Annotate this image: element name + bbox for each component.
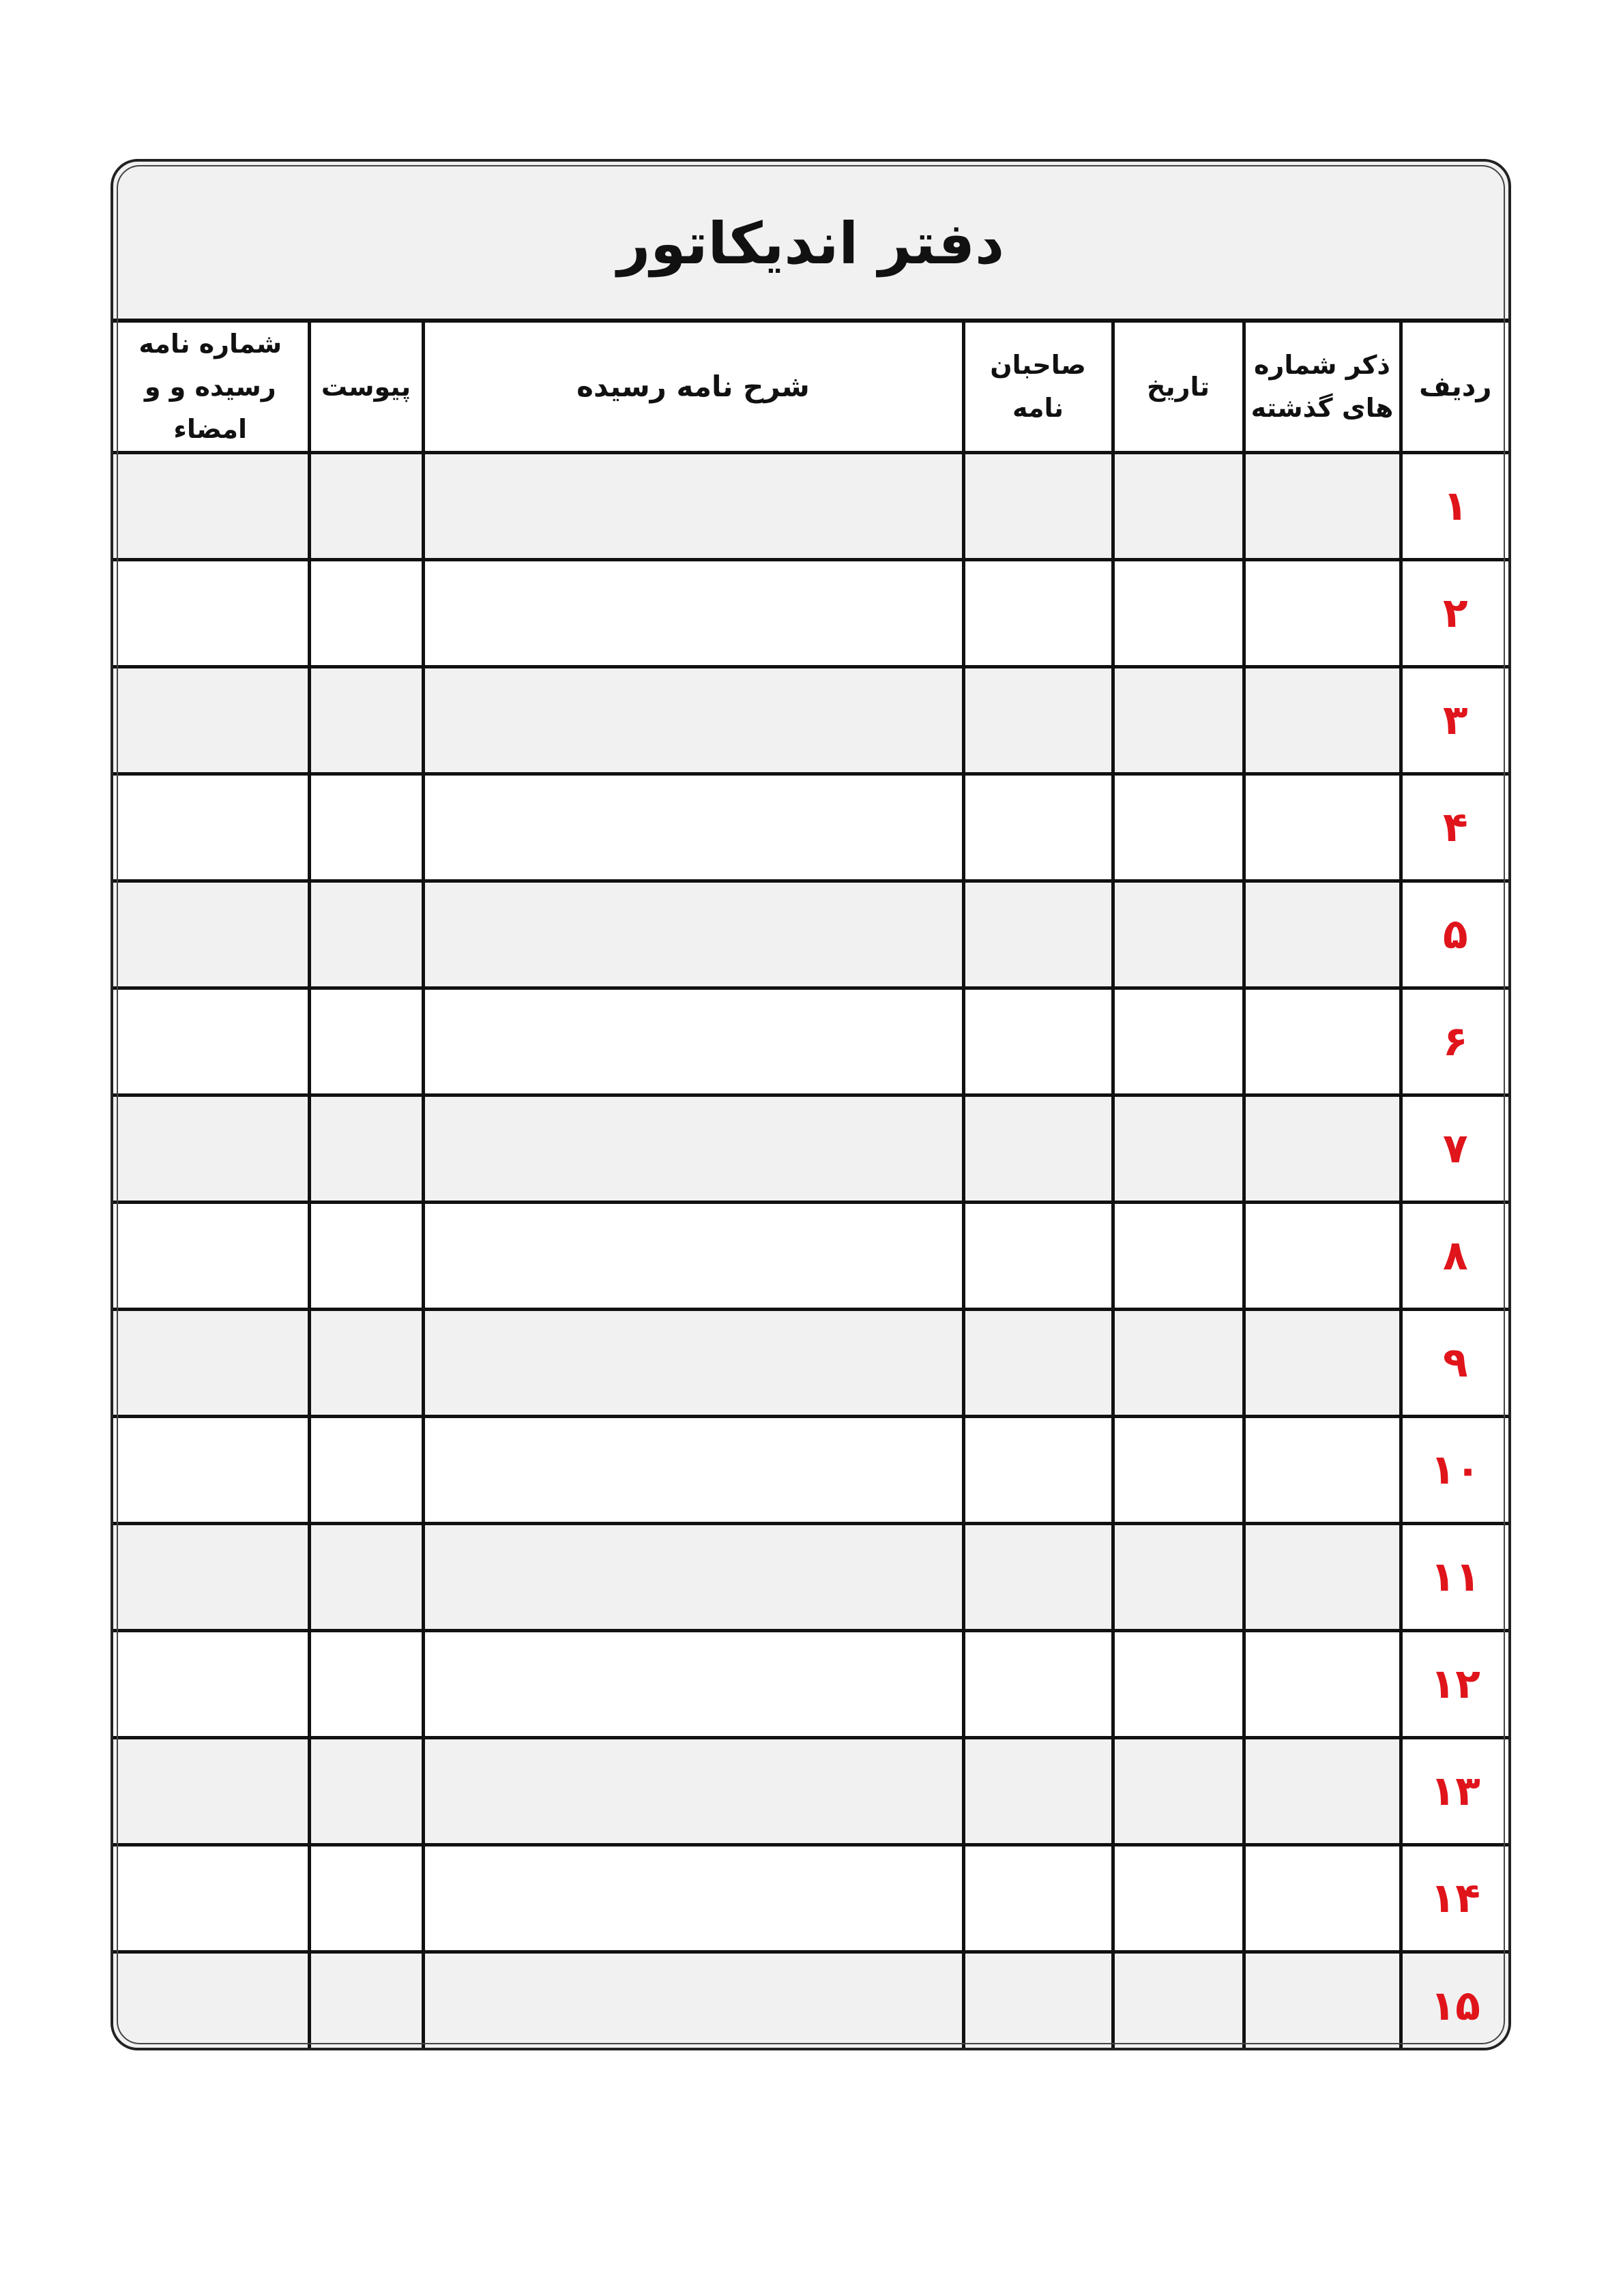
- col-header-previous-line1: ذکر شماره: [1254, 350, 1390, 381]
- row-number-cell: ۱: [1401, 453, 1508, 560]
- description-cell[interactable]: [423, 1631, 963, 1738]
- attachment-cell[interactable]: [309, 1845, 423, 1952]
- received-signature-cell[interactable]: [113, 988, 309, 1095]
- date-cell[interactable]: [1113, 1952, 1244, 2050]
- table-row: [113, 1203, 1508, 1310]
- attachment-cell[interactable]: [309, 1310, 423, 1417]
- table-row: [113, 1310, 1508, 1417]
- attachment-cell[interactable]: [309, 774, 423, 881]
- table-row: [113, 667, 1508, 774]
- attachment-cell[interactable]: [309, 667, 423, 774]
- previous-numbers-cell[interactable]: [1244, 1203, 1401, 1310]
- attachment-cell[interactable]: [309, 1203, 423, 1310]
- table-row: [113, 1845, 1508, 1952]
- row-number-cell: ۱۱: [1401, 1524, 1508, 1631]
- received-signature-cell[interactable]: [113, 453, 309, 560]
- col-header-attachment: [309, 323, 423, 453]
- previous-numbers-cell[interactable]: [1244, 1417, 1401, 1524]
- letter-owner-cell[interactable]: [963, 1845, 1113, 1952]
- header-row: [113, 323, 1508, 453]
- received-signature-cell[interactable]: [113, 1738, 309, 1845]
- previous-numbers-cell[interactable]: [1244, 988, 1401, 1095]
- row-number-cell: ۷: [1401, 1095, 1508, 1203]
- col-header-owner-line1: صاحبان: [990, 350, 1086, 381]
- date-cell[interactable]: [1113, 1738, 1244, 1845]
- received-signature-cell[interactable]: [113, 1631, 309, 1738]
- table-row: [113, 881, 1508, 988]
- page-title: دفتر اندیکاتور: [617, 210, 1005, 277]
- col-header-received-number-signature: [113, 323, 309, 453]
- date-cell[interactable]: [1113, 1417, 1244, 1524]
- description-cell[interactable]: [423, 988, 963, 1095]
- received-signature-cell[interactable]: [113, 1310, 309, 1417]
- description-cell[interactable]: [423, 881, 963, 988]
- date-cell[interactable]: [1113, 1524, 1244, 1631]
- received-signature-cell[interactable]: [113, 667, 309, 774]
- previous-numbers-cell[interactable]: [1244, 1095, 1401, 1203]
- table-row: [113, 774, 1508, 881]
- letter-owner-cell[interactable]: [963, 560, 1113, 667]
- row-number-cell: ۱۵: [1401, 1952, 1508, 2050]
- previous-numbers-cell[interactable]: [1244, 667, 1401, 774]
- previous-numbers-cell[interactable]: [1244, 560, 1401, 667]
- date-cell[interactable]: [1113, 988, 1244, 1095]
- attachment-cell[interactable]: [309, 1738, 423, 1845]
- col-header-letter-owner: [963, 323, 1113, 453]
- attachment-cell[interactable]: [309, 881, 423, 988]
- date-cell[interactable]: [1113, 453, 1244, 560]
- col-header-previous-line2: های گذشته: [1251, 393, 1394, 424]
- attachment-cell[interactable]: [309, 988, 423, 1095]
- description-cell[interactable]: [423, 560, 963, 667]
- received-signature-cell[interactable]: [113, 881, 309, 988]
- col-header-description-label: شرح نامه رسیده: [576, 370, 810, 404]
- date-cell[interactable]: [1113, 667, 1244, 774]
- description-cell[interactable]: [423, 1738, 963, 1845]
- date-cell[interactable]: [1113, 1845, 1244, 1952]
- received-signature-cell[interactable]: [113, 774, 309, 881]
- description-cell[interactable]: [423, 1095, 963, 1203]
- table-row: [113, 1095, 1508, 1203]
- received-signature-cell[interactable]: [113, 1417, 309, 1524]
- date-cell[interactable]: [1113, 1310, 1244, 1417]
- row-number-cell: ۱۴: [1401, 1845, 1508, 1952]
- row-number-cell: ۱۳: [1401, 1738, 1508, 1845]
- col-header-owner-line2: نامه: [1012, 393, 1064, 424]
- description-cell[interactable]: [423, 1952, 963, 2050]
- date-cell[interactable]: [1113, 1203, 1244, 1310]
- attachment-cell[interactable]: [309, 1417, 423, 1524]
- attachment-cell[interactable]: [309, 1524, 423, 1631]
- previous-numbers-cell[interactable]: [1244, 1738, 1401, 1845]
- row-number-cell: ۱۲: [1401, 1631, 1508, 1738]
- table-row: [113, 1738, 1508, 1845]
- letter-owner-cell[interactable]: [963, 1310, 1113, 1417]
- description-cell[interactable]: [423, 1845, 963, 1952]
- received-signature-cell[interactable]: [113, 1095, 309, 1203]
- description-cell[interactable]: [423, 1524, 963, 1631]
- letter-owner-cell[interactable]: [963, 1095, 1113, 1203]
- description-cell[interactable]: [423, 667, 963, 774]
- attachment-cell[interactable]: [309, 1952, 423, 2050]
- letter-owner-cell[interactable]: [963, 1952, 1113, 2050]
- row-number-cell: ۲: [1401, 560, 1508, 667]
- col-header-received-line1: شماره نامه: [138, 329, 282, 359]
- col-header-attachment-label: پیوست: [321, 371, 411, 402]
- letter-owner-cell[interactable]: [963, 1417, 1113, 1524]
- col-header-date: [1113, 323, 1244, 453]
- ledger-body: [113, 453, 1508, 2050]
- received-signature-cell[interactable]: [113, 1524, 309, 1631]
- description-cell[interactable]: [423, 1310, 963, 1417]
- previous-numbers-cell[interactable]: [1244, 881, 1401, 988]
- row-number-cell: ۵: [1401, 881, 1508, 988]
- previous-numbers-cell[interactable]: [1244, 1845, 1401, 1952]
- col-header-row-label: ردیف: [1419, 371, 1492, 403]
- row-number-cell: ۴: [1401, 774, 1508, 881]
- row-number-cell: ۸: [1401, 1203, 1508, 1310]
- previous-numbers-cell[interactable]: [1244, 1524, 1401, 1631]
- previous-numbers-cell[interactable]: [1244, 1631, 1401, 1738]
- table-row: [113, 1631, 1508, 1738]
- row-number-cell: ۶: [1401, 988, 1508, 1095]
- date-cell[interactable]: [1113, 1631, 1244, 1738]
- description-cell[interactable]: [423, 453, 963, 560]
- row-number-cell: ۹: [1401, 1310, 1508, 1417]
- col-header-description: [423, 323, 963, 453]
- description-cell[interactable]: [423, 1417, 963, 1524]
- date-cell[interactable]: [1113, 881, 1244, 988]
- letter-owner-cell[interactable]: [963, 1631, 1113, 1738]
- letter-owner-cell[interactable]: [963, 774, 1113, 881]
- table-row: [113, 988, 1508, 1095]
- description-cell[interactable]: [423, 1203, 963, 1310]
- row-number-cell: ۱۰: [1401, 1417, 1508, 1524]
- attachment-cell[interactable]: [309, 560, 423, 667]
- description-cell[interactable]: [423, 774, 963, 881]
- previous-numbers-cell[interactable]: [1244, 774, 1401, 881]
- letter-owner-cell[interactable]: [963, 453, 1113, 560]
- date-cell[interactable]: [1113, 774, 1244, 881]
- letter-owner-cell[interactable]: [963, 667, 1113, 774]
- attachment-cell[interactable]: [309, 1631, 423, 1738]
- previous-numbers-cell[interactable]: [1244, 1952, 1401, 2050]
- letter-owner-cell[interactable]: [963, 881, 1113, 988]
- table-row: [113, 453, 1508, 560]
- date-cell[interactable]: [1113, 1095, 1244, 1203]
- received-signature-cell[interactable]: [113, 560, 309, 667]
- letter-owner-cell[interactable]: [963, 1203, 1113, 1310]
- ledger-table: [113, 323, 1508, 2050]
- received-signature-cell[interactable]: [113, 1845, 309, 1952]
- received-signature-cell[interactable]: [113, 1203, 309, 1310]
- attachment-cell[interactable]: [309, 453, 423, 560]
- received-signature-cell[interactable]: [113, 1952, 309, 2050]
- col-header-row: [1401, 323, 1508, 453]
- table-row: [113, 1524, 1508, 1631]
- letter-owner-cell[interactable]: [963, 1524, 1113, 1631]
- letter-owner-cell[interactable]: [963, 1738, 1113, 1845]
- col-header-date-label: تاریخ: [1146, 371, 1210, 402]
- date-cell[interactable]: [1113, 560, 1244, 667]
- previous-numbers-cell[interactable]: [1244, 1310, 1401, 1417]
- table-row: [113, 1417, 1508, 1524]
- title-bar: [113, 162, 1508, 323]
- row-number-cell: ۳: [1401, 667, 1508, 774]
- attachment-cell[interactable]: [309, 1095, 423, 1203]
- ledger-sheet: [111, 159, 1511, 2050]
- col-header-received-line2: رسیده و و امضاء: [144, 371, 276, 445]
- letter-owner-cell[interactable]: [963, 988, 1113, 1095]
- table-row: [113, 560, 1508, 667]
- previous-numbers-cell[interactable]: [1244, 453, 1401, 560]
- table-row: [113, 1952, 1508, 2050]
- col-header-previous-numbers: [1244, 323, 1401, 453]
